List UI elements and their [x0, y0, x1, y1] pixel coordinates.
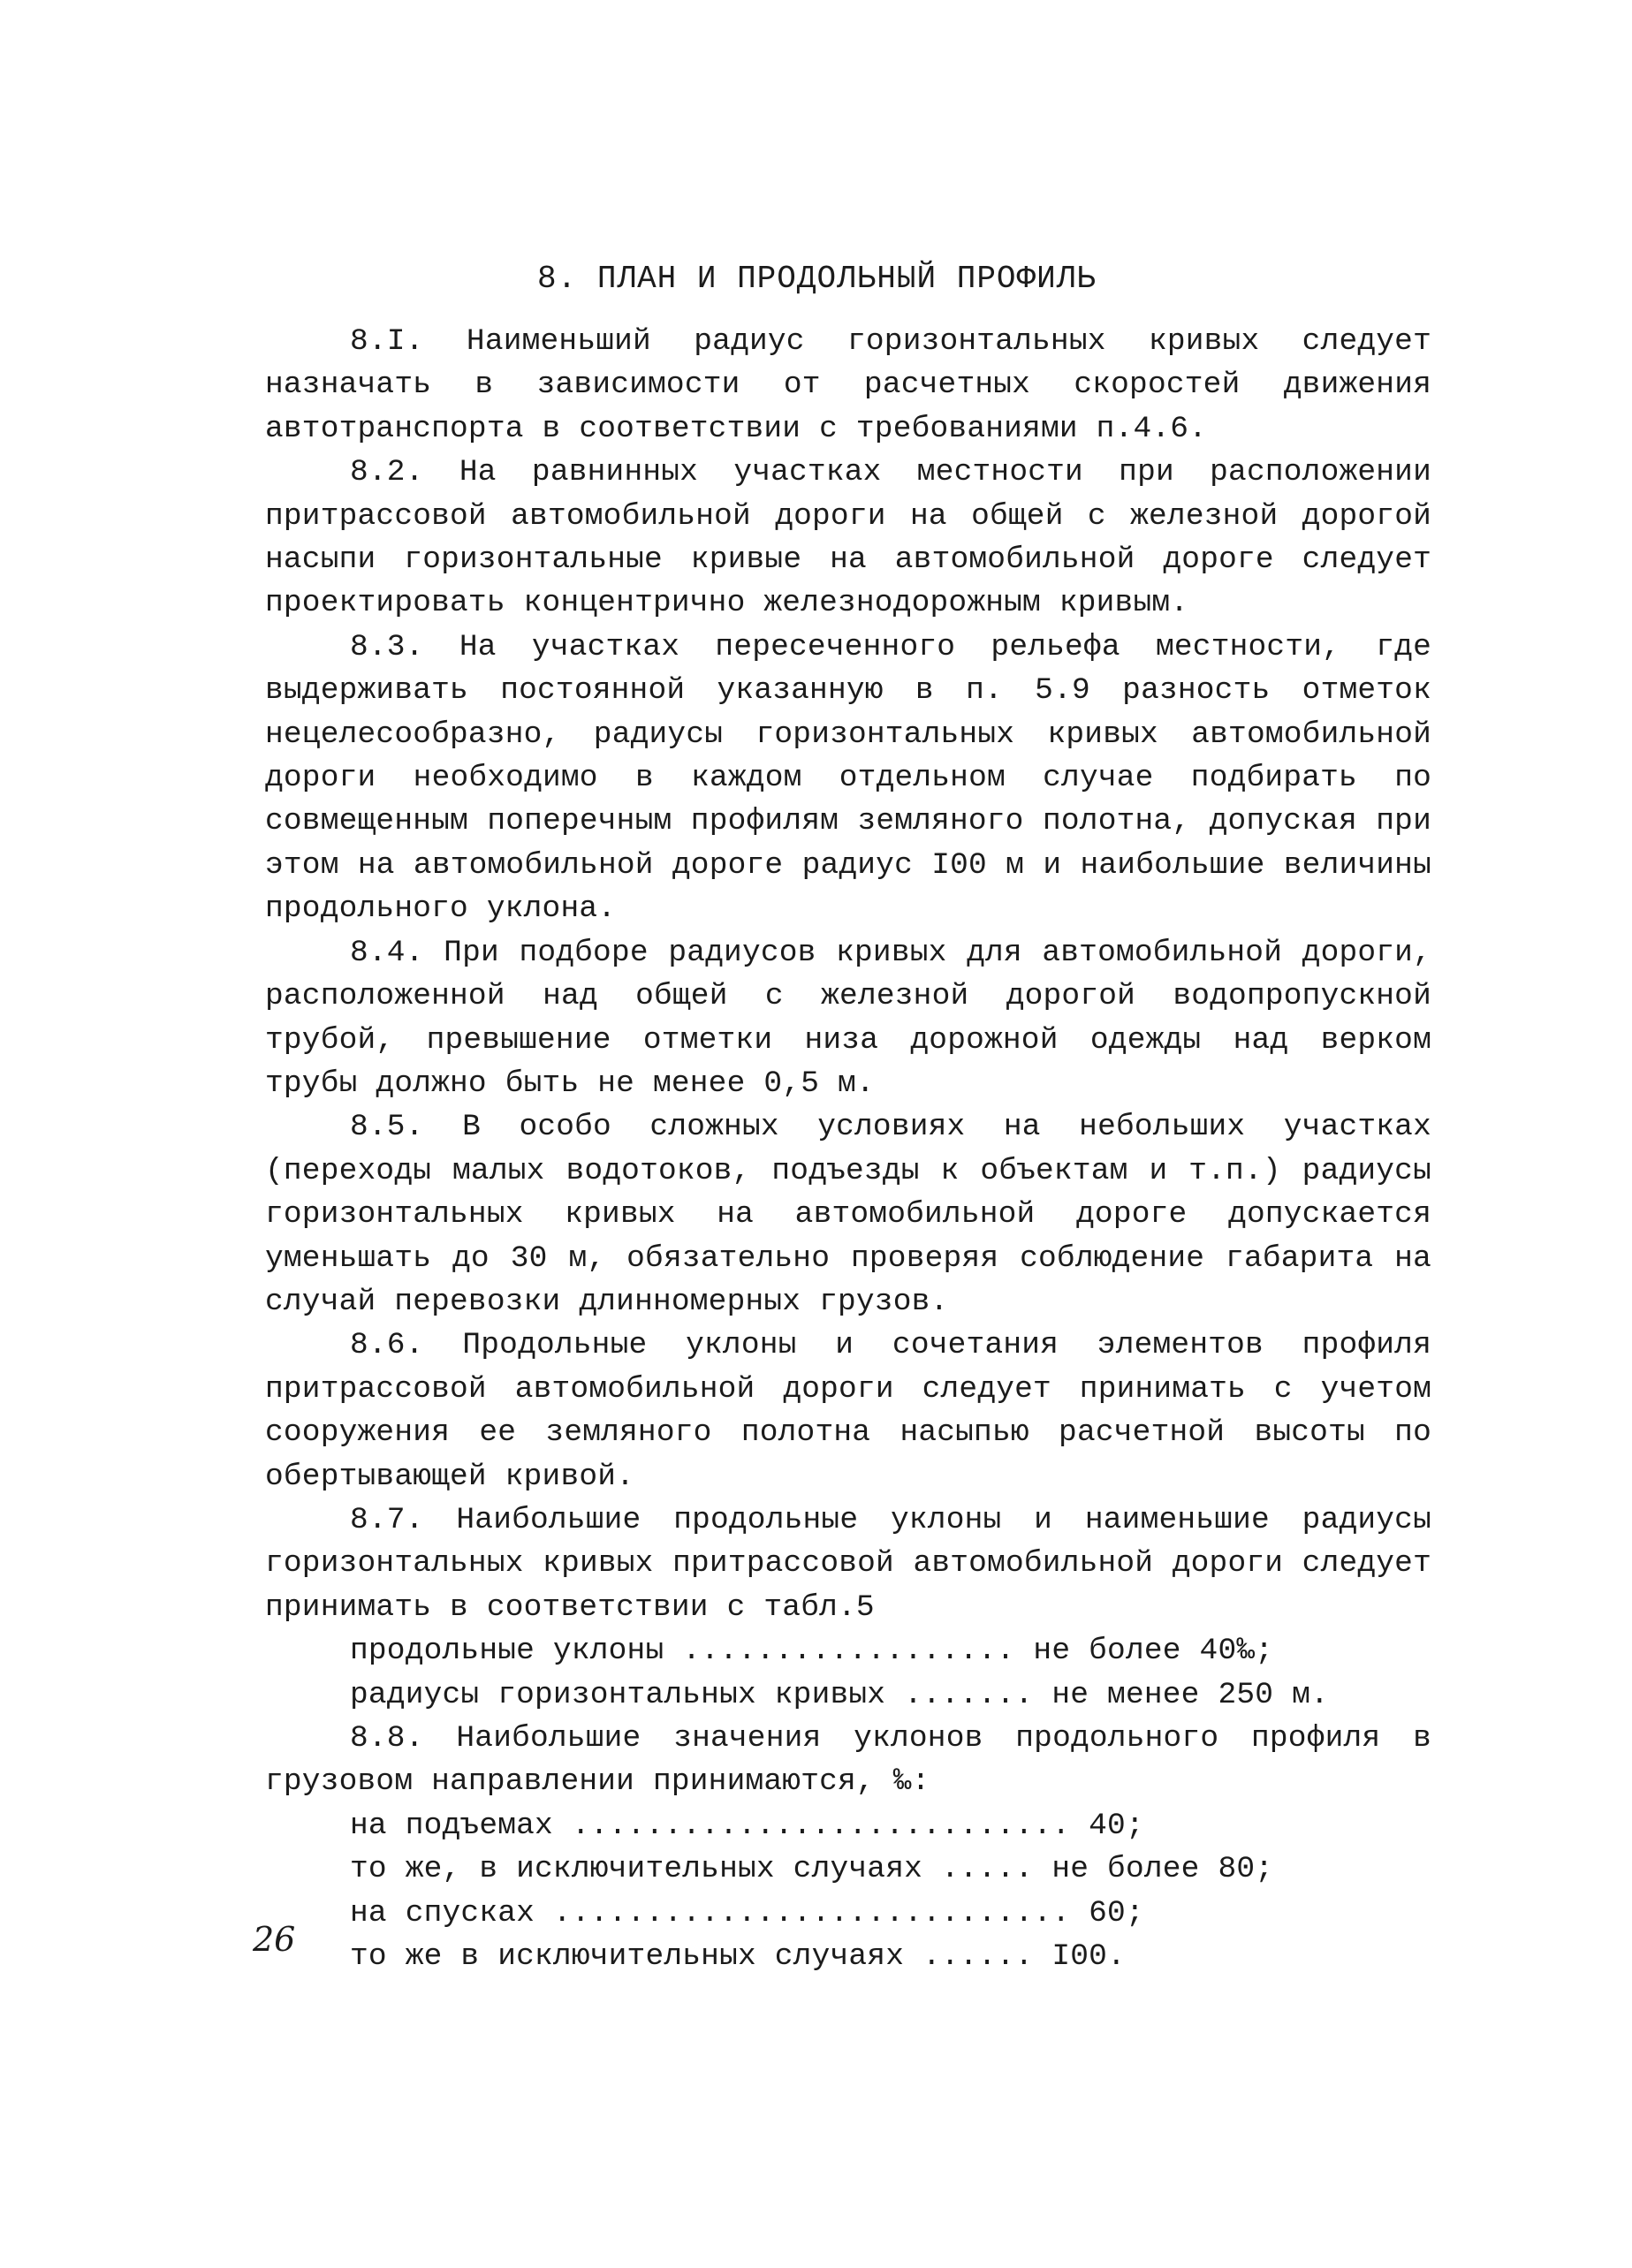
paragraph-8-7: 8.7. Наибольшие продольные уклоны и наименьшие радиусы горизонтальных кривых притрассовой автомобильной дороги следует принимать в соответствии с табл.5 [265, 1502, 1431, 1625]
list-item-descents-exceptional: то же в исключительных случаях ...... I00. [350, 1939, 1126, 1975]
section-body [265, 320, 1431, 1978]
paragraph-8-3: 8.3. На участках пересеченного рельефа местности, где выдерживать постоянной указанную в п. 5.9 разность отметок нецелесообразно, радиусы горизонтальных кривых автомобильной дороги необходимо в каждом отдельном случае подбирать по совмещенным поперечным профилям земляного полотна, допуская при этом на автомобильной дороге радиус I00 м и наибольшие величины продольного уклона. [265, 629, 1431, 927]
paragraph-8-5: 8.5. В особо сложных условиях на небольших участках (переходы малых водотоков, подъезды к объектам и т.п.) радиусы горизонтальных кривых на автомобильной дороге допускается уменьшать до 30 м, обязательно проверяя соблюдение габарита на случай перевозки длинномерных грузов. [265, 1110, 1431, 1319]
list-item-descents: на спусках ............................ 60; [350, 1895, 1144, 1930]
page-number: 26 [253, 1920, 296, 1959]
paragraph-8-2: 8.2. На равнинных участках местности при расположении притрассовой автомобильной дороги на общей с железной дорогой насыпи горизонтальные кривые на автомобильной дороге следует проектировать концентрично железнодорожным кривым. [265, 455, 1431, 621]
section-heading: 8. ПЛАН И ПРОДОЛЬНЫЙ ПРОФИЛЬ [537, 261, 1097, 297]
list-item-ascents-exceptional: то же, в исключительных случаях ..... не более 80; [350, 1852, 1274, 1887]
list-8-8-values [265, 1804, 1431, 1979]
list-item-curve-radii: радиусы горизонтальных кривых ....... не менее 250 м. [350, 1677, 1329, 1712]
list-item-ascents: на подъемах ........................... 40; [350, 1808, 1144, 1843]
paragraph-8-8: 8.8. Наибольшие значения уклонов продольного профиля в грузовом направлении принимаются, ‰: [265, 1721, 1431, 1800]
list-item-longitudinal-slopes: продольные уклоны .................. не более 40‰; [350, 1634, 1274, 1669]
paragraph-8-6: 8.6. Продольные уклоны и сочетания элементов профиля притрассовой автомобильной дороги следует принимать с учетом сооружения ее земляного полотна насыпью расчетной высоты по обертывающей кривой. [265, 1328, 1431, 1494]
list-8-7-values [265, 1629, 1431, 1717]
paragraph-8-1: 8.I. Наименьший радиус горизонтальных кривых следует назначать в зависимости от расчетных скоростей движения автотранспорта в соответствии с требованиями п.4.6. [265, 324, 1431, 446]
paragraph-8-4: 8.4. При подборе радиусов кривых для автомобильной дороги, расположенной над общей с железной дорогой водопропускной трубой, превышение отметки низа дорожной одежды над верком трубы должно быть не менее 0,5 м. [265, 935, 1431, 1101]
